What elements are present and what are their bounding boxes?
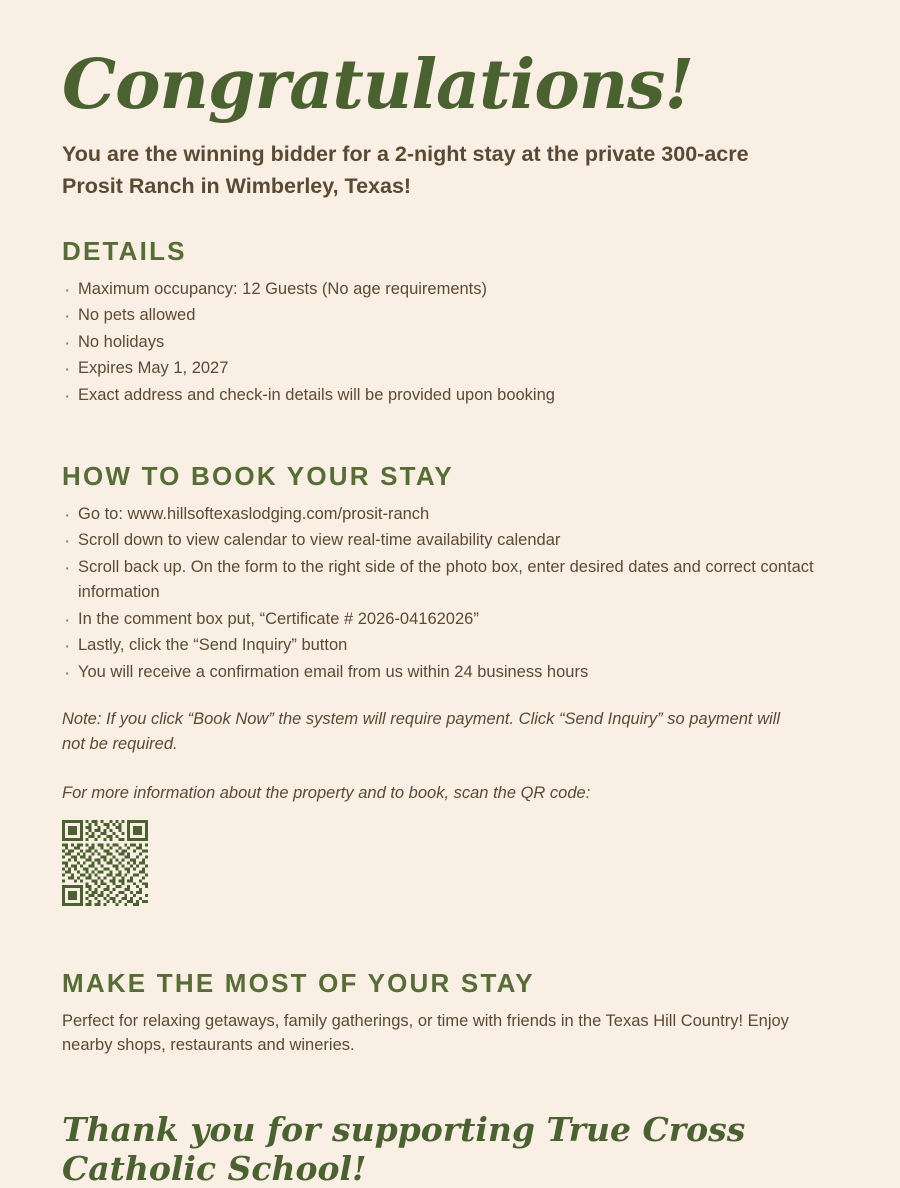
details-section xyxy=(62,236,838,409)
make-the-most-heading: MAKE THE MOST OF YOUR STAY xyxy=(62,967,535,998)
how-to-book-heading: HOW TO BOOK YOUR STAY xyxy=(62,460,454,491)
list-item: · Scroll back up. On the form to the right side of the photo box, enter desired dates and correct contact information xyxy=(62,555,838,606)
list-item: · Lastly, click the “Send Inquiry” button xyxy=(62,633,838,659)
payment-note: Note: If you click “Book Now” the system will require payment. Click “Send Inquiry” so payment will not be required. xyxy=(62,710,780,754)
list-item: · Exact address and check-in details will be provided upon booking xyxy=(62,383,838,409)
subheading: You are the winning bidder for a 2-night stay at the private 300-acre Prosit Ranch in Wimberley, Texas! xyxy=(62,142,749,198)
details-heading: DETAILS xyxy=(62,235,187,266)
thank-you-message: Thank you for supporting True Cross Catholic School! xyxy=(62,1110,746,1188)
make-the-most-body: Perfect for relaxing getaways, family gatherings, or time with friends in the Texas Hill Country! Enjoy nearby shops, restaurants and wineries. xyxy=(62,1011,789,1055)
details-list xyxy=(62,277,838,409)
qr-code-icon xyxy=(62,820,148,906)
list-item: · No pets allowed xyxy=(62,303,838,329)
how-to-book-section xyxy=(62,461,838,906)
list-item: · Go to: www.hillsoftexaslodging.com/prosit-ranch xyxy=(62,502,838,528)
list-item: · You will receive a confirmation email from us within 24 business hours xyxy=(62,660,838,686)
qr-caption: For more information about the property and to book, scan the QR code: xyxy=(62,783,591,802)
how-to-book-list xyxy=(62,502,838,686)
list-item: · Scroll down to view calendar to view real-time availability calendar xyxy=(62,528,838,554)
list-item: · Expires May 1, 2027 xyxy=(62,356,838,382)
list-item: · Maximum occupancy: 12 Guests (No age requirements) xyxy=(62,277,838,303)
page-title: Congratulations! xyxy=(62,45,694,125)
make-the-most-section xyxy=(62,968,838,1059)
list-item: · In the comment box put, “Certificate # 2026-04162026” xyxy=(62,607,838,633)
list-item: · No holidays xyxy=(62,330,838,356)
